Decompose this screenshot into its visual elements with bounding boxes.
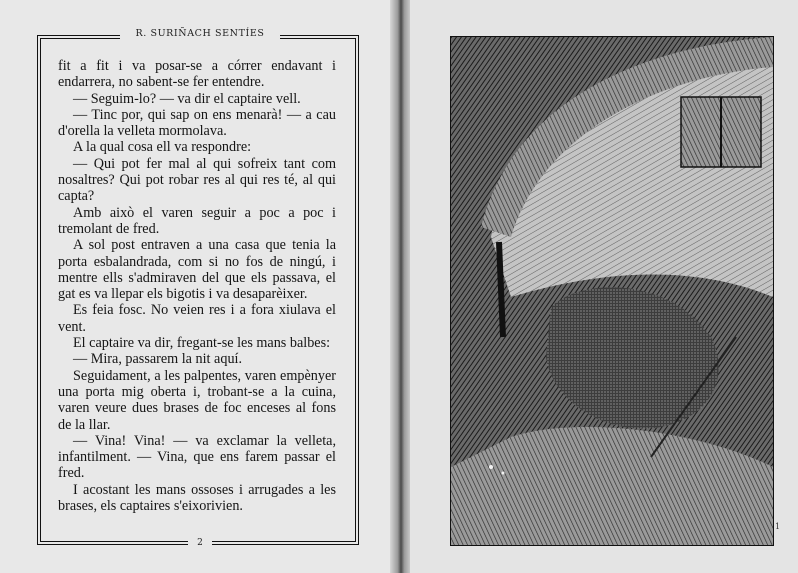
paragraph: Seguidament, a les palpentes, varen empènyer una porta mig oberta i, trobant-se a la cuina, varen veure dues brases de foc enceses al fons de la llar. xyxy=(58,367,336,433)
paragraph: — Vina! Vina! — va exclamar la velleta, infantilment. — Vina, que ens farem passar el fred. xyxy=(58,432,336,482)
paragraph: Es feia fosc. No veien res i a fora xiulava el vent. xyxy=(58,302,336,335)
paragraph: A la qual cosa ell va respondre: xyxy=(73,139,252,156)
running-head: R. SURIÑACH SENTÍES xyxy=(120,27,280,41)
engraving-illustration xyxy=(450,36,774,546)
edge-mark: 1 xyxy=(775,522,781,531)
paragraph: El captaire va dir, fregant-se les mans balbes: xyxy=(73,335,331,352)
left-page xyxy=(0,0,398,573)
paragraph: — Qui pot fer mal al qui sofreix tant com nosaltres? Qui pot robar res al qui res té, al qui capta? xyxy=(58,155,336,205)
page-number: 2 xyxy=(188,536,212,550)
paragraph: — Seguim-lo? — va dir el captaire vell. xyxy=(73,90,301,107)
paragraph: fit a fit i va posar-se a córrer endavant i endarrera, no sabent-se fer entendre. xyxy=(58,58,336,91)
ember xyxy=(502,472,505,475)
paragraph: — Mira, passarem la nit aquí. xyxy=(73,351,243,368)
paragraph: — Tinc por, qui sap on ens menarà! — a cau d'orella la velleta mormolava. xyxy=(58,106,336,140)
body-text xyxy=(58,58,336,514)
engraving-artwork xyxy=(451,37,773,545)
book-gutter xyxy=(390,0,412,573)
hanging-chain xyxy=(499,242,503,337)
paragraph: A sol post entraven a una casa que tenia la porta esbalandrada, com si no fos de ningú, i mentre ells s'admiraven del que els passava, el gat es va llepar els bigotis i va desaparèixer. xyxy=(58,237,336,303)
paragraph: Amb això el varen seguir a poc a poc i tremolant de fred. xyxy=(58,204,336,237)
paragraph: I acostant les mans ossoses i arrugades a les brases, els captaires s'eixorivien. xyxy=(58,481,336,515)
ember xyxy=(489,465,493,469)
